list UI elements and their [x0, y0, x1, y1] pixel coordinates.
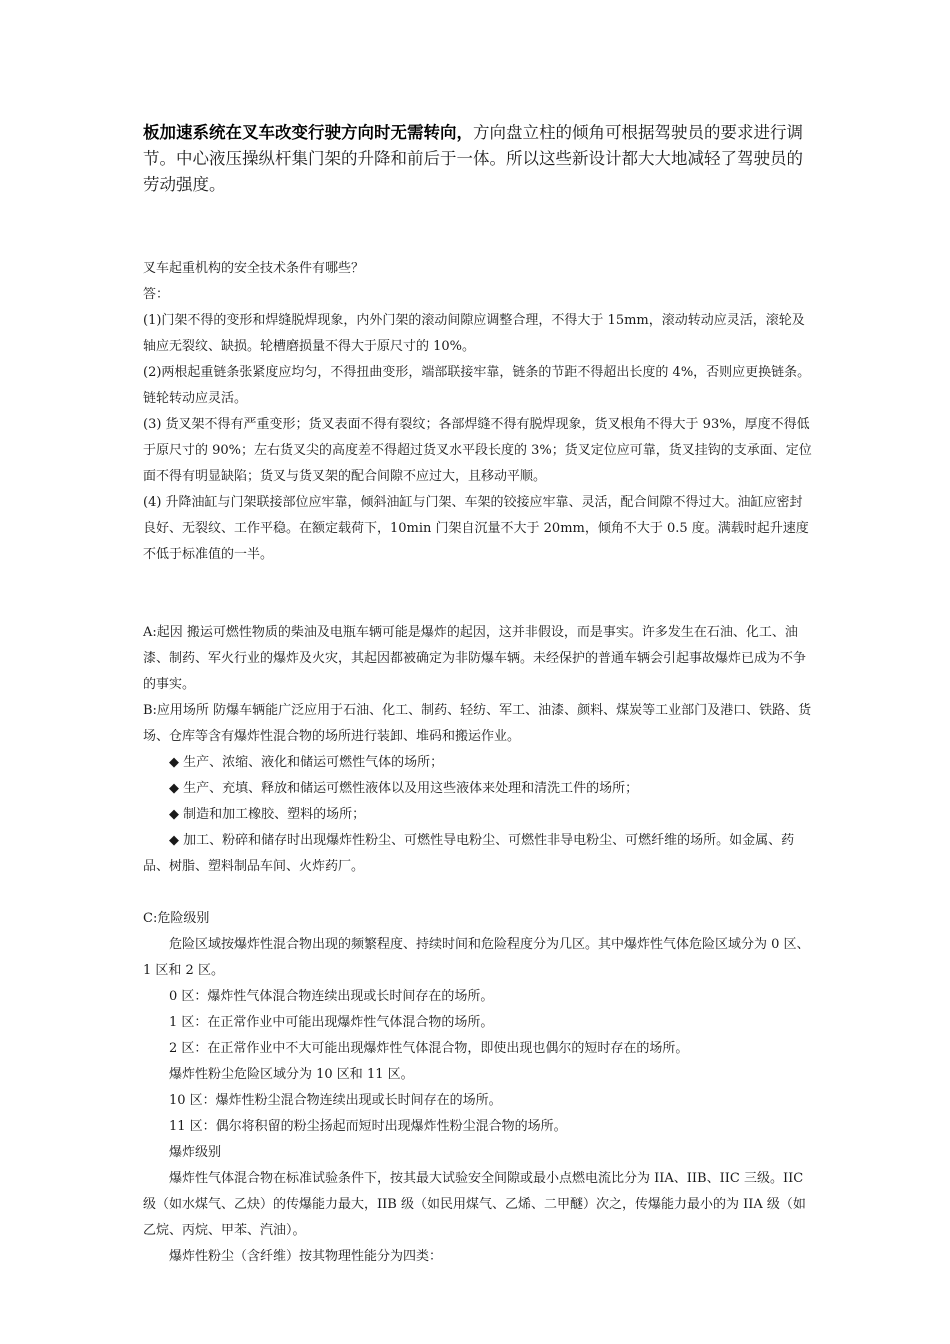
bullet-item-1: ◆ 生产、浓缩、液化和储运可燃性气体的场所；: [169, 755, 444, 770]
zone-line-0: 0 区：爆炸性气体混合物连续出现或长时间存在的场所。: [169, 989, 494, 1004]
explosion-level-paragraph: 爆炸性气体混合物在标准试验条件下，按其最大试验安全间隙或最小点燃电流比分为 IIA、IIB、IIC 三级。IIC 级（如水煤气、乙炔）的传爆能力最大，IIB 级（如民用煤气、乙烯、二甲醚）次之，传爆能力最小的为 IIA 级（如乙烷、丙烷、甲苯、汽油）。: [143, 1171, 806, 1238]
intro-bold-text: 板加速系统在叉车改变行驶方向时无需转向，: [143, 123, 473, 142]
section-a-paragraph: A:起因 搬运可燃性物质的柴油及电瓶车辆可能是爆炸的起因，这并非假设，而是事实。许多发生在石油、化工、油漆、制药、军火行业的爆炸及火灾，其起因都被确定为非防爆车辆。未经保护的普通车辆会引起事故爆炸已成为不争的事实。: [143, 625, 807, 692]
question-text: 叉车起重机构的安全技术条件有哪些？: [143, 261, 365, 276]
answer-label: 答：: [143, 287, 170, 302]
bullet-item-4: ◆ 加工、粉碎和储存时出现爆炸性粉尘、可燃性导电粉尘、可燃性非导电粉尘、可燃纤维的场所。如金属、药品、树脂、塑料制品车间、火炸药厂。: [143, 833, 795, 874]
intro-paragraph: [143, 120, 815, 198]
dust-zone-intro: 爆炸性粉尘危险区域分为 10 区和 11 区。: [169, 1067, 414, 1082]
safety-qa-section: [143, 256, 815, 568]
explosion-level-heading: 爆炸级别: [169, 1145, 222, 1160]
answer-item-4: (4) 升降油缸与门架联接部位应牢靠，倾斜油缸与门架、车架的铰接应牢靠、灵活，配合间隙不得过大。油缸应密封良好、无裂纹、工作平稳。在额定载荷下，10min 门架自沉量不大于 20mm，倾角不大于 0.5 度。满载时起升速度不低于标准值的一半。: [143, 495, 809, 562]
zone-line-10: 10 区：爆炸性粉尘混合物连续出现或长时间存在的场所。: [169, 1093, 502, 1108]
section-c-title: C:危险级别: [143, 911, 210, 926]
section-b-paragraph: B:应用场所 防爆车辆能广泛应用于石油、化工、制药、轻纺、军工、油漆、颜料、煤炭等工业部门及港口、铁路、货场、仓库等含有爆炸性混合物的场所进行装卸、堆码和搬运作业。: [143, 703, 812, 744]
zone-line-1: 1 区：在正常作业中可能出现爆炸性气体混合物的场所。: [169, 1015, 494, 1030]
zone-line-11: 11 区：偶尔将积留的粉尘扬起而短时出现爆炸性粉尘混合物的场所。: [169, 1119, 567, 1134]
zone-line-2: 2 区：在正常作业中不大可能出现爆炸性气体混合物，即使出现也偶尔的短时存在的场所。: [169, 1041, 689, 1056]
zone-intro-paragraph: 危险区域按爆炸性混合物出现的频繁程度、持续时间和危险程度分为几区。其中爆炸性气体危险区域分为 0 区、1 区和 2 区。: [143, 937, 810, 978]
dust-class-paragraph: 爆炸性粉尘（含纤维）按其物理性能分为四类：: [169, 1249, 443, 1264]
answer-item-3: (3) 货叉架不得有严重变形；货叉表面不得有裂纹；各部焊缝不得有脱焊现象，货叉根角不得大于 93%，厚度不得低于原尺寸的 90%；左右货叉尖的高度差不得超过货叉水平段长度的 3%；货叉定位应可靠，货叉挂钩的支承面、定位面不得有明显缺陷；货叉与货叉架的配合间隙不应过大，且移动平顺。: [143, 417, 812, 484]
document-page: [143, 120, 815, 1270]
bullet-item-3: ◆ 制造和加工橡胶、塑料的场所；: [169, 807, 366, 822]
intro-text: 方向盘立柱的倾角可根据驾驶员的要求进行调节。中心液压操纵杆集门架的升降和前后于一体。所以这些新设计都大大地减轻了驾驶员的劳动强度。: [143, 123, 803, 194]
answer-item-1: (1)门架不得的变形和焊缝脱焊现象，内外门架的滚动间隙应调整合理，不得大于 15mm，滚动转动应灵活，滚轮及轴应无裂纹、缺损。轮槽磨损量不得大于原尺寸的 10%。: [143, 313, 805, 354]
hazard-level-section: [143, 906, 815, 1270]
answer-item-2: (2)两根起重链条张紧度应均匀，不得扭曲变形，端部联接牢靠，链条的节距不得超出长度的 4%，否则应更换链条。链轮转动应灵活。: [143, 365, 811, 406]
cause-and-application-section: [143, 620, 815, 880]
bullet-item-2: ◆ 生产、充填、释放和储运可燃性液体以及用这些液体来处理和清洗工件的场所；: [169, 781, 639, 796]
